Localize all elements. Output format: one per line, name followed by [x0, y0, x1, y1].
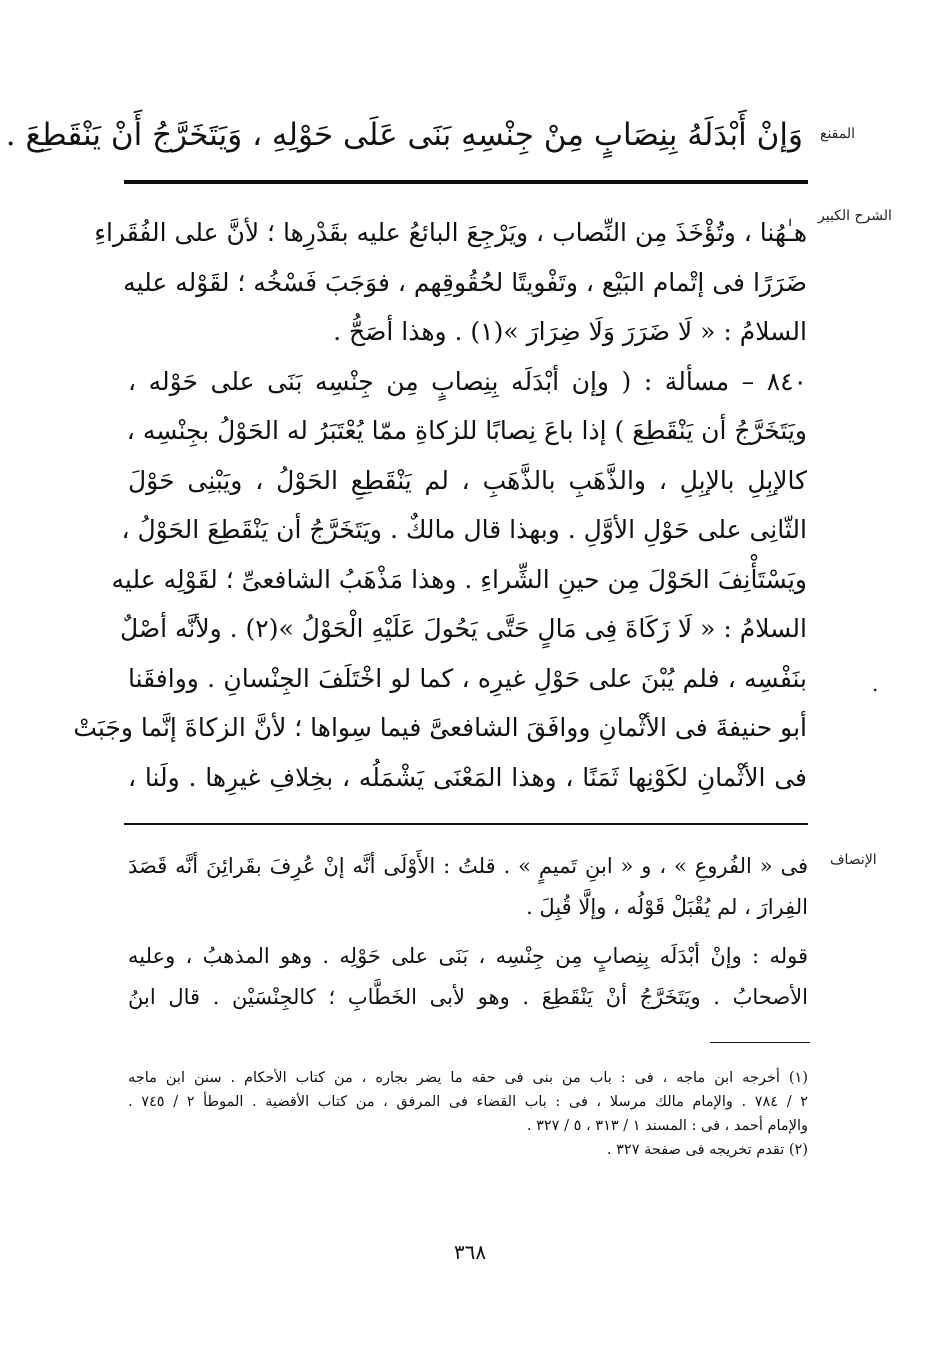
text-line: ويَسْتَأْنِفَ الحَوْلَ مِن حينِ الشِّراءِ . وهذا مَذْهَبُ الشافعىِّ ؛ لقَوْلِه عليه [111, 564, 807, 594]
text-line: السلامُ : « لَا زَكَاةَ فِى مَالٍ حَتَّى يَحُولَ عَلَيْهِ الْحَوْلُ »(٢) . ولأنَّه أصْلٌ [119, 614, 807, 643]
sharh-label: الشرح الكبير [818, 208, 892, 224]
text-line: الثّانِى على حَوْلِ الأوَّلِ . وبهذا قال مالكٌ . ويَتَخَرَّجُ أن يَنْقَطِعَ الحَوْلُ ، [121, 515, 807, 544]
text-line: فى الأثْمانِ لكَوْنِها ثَمَنًا ، وهذا المَعْنَى يَشْمَلُه ، بخِلافِ غيرِها . ولَنا ، [128, 762, 807, 792]
footnote-divider [710, 1042, 810, 1043]
page-number: ٣٦٨ [453, 1240, 487, 1264]
footnotes [128, 1066, 808, 1162]
footnote-line: (٢) تقدم تخريجه فى صفحة ٣٢٧ . [606, 1142, 808, 1158]
muqni-text [5, 112, 803, 158]
footnote-line: والإمام أحمد ، فى : المسند ١ / ٣١٣ ، ٥ / ٣٢٧ . [526, 1118, 808, 1134]
text-line: الأصحابُ . ويَتَخَرَّجُ أنْ يَنْقَطِعَ . وهو لأبى الخَطَّابِ ؛ كالجِنْسَيْن . قال ابنُ [128, 985, 808, 1009]
insaf-label: الإنصاف [830, 852, 877, 868]
text-line: السلامُ : « لَا ضَرَرَ وَلَا ضِرَارَ »(١) . وهذا أصَحُّ . [333, 317, 807, 346]
text-line: هـٰهُنا ، وتُؤْخَذَ مِن النِّصاب ، ويَرْجِعَ البائعُ عليه بقَدْرِها ؛ لأنَّ على الفُقَراءِ [94, 218, 807, 247]
text-line: قوله : وإنْ أبْدَلَه بِنِصابٍ مِن جِنْسِه ، بَنَى على حَوْلِه . وهو المذهبُ ، وعليه [128, 944, 808, 968]
footnote-line: ٢ / ٧٨٤ . والإمام مالك مرسلا ، فى : باب القضاء فى المرفق ، من كتاب الأقضية . الموطأ ٢ / ٧٤٥ . [128, 1094, 809, 1110]
muqni-label: المقنع [820, 126, 856, 142]
text-line: وَإنْ أَبْدَلَهُ بِنِصَابٍ مِنْ جِنْسِهِ بَنَى عَلَى حَوْلِهِ ، وَيَتَخَرَّجُ أَنْ يَنْقَطِعَ . [5, 117, 803, 153]
sharh-text [73, 208, 807, 802]
text-line: الفِرارَ ، لم يُقْبَلْ قَوْلُه ، وإلَّا قُبِلَ . [526, 895, 808, 919]
insaf-text [128, 846, 808, 1018]
text-line: كالإبِلِ بالإبِلِ ، والذَّهَبِ بالذَّهَبِ ، لم يَنْقَطِعِ الحَوْلُ ، ويَبْنِى حَوْلَ [128, 465, 807, 495]
text-line: ضَرَرًا فى إتْمام البَيْع ، وتَفْويتًا لحُقُوقِهم ، فوَجَبَ فَسْخُه ؛ لقَوْله عليه [123, 267, 807, 297]
sharh-divider [124, 823, 808, 825]
margin-dot: . [872, 672, 879, 696]
text-line: بنَفْسِه ، فلم يُبْنَ على حَوْلِ غيرِه ، كما لو اخْتَلَفَ الجِنْسانِ . ووافقَنا [128, 663, 807, 693]
text-line: أبو حنيفةَ فى الأثْمانِ ووافَقَ الشافعىَّ فيما سِواها ؛ لأنَّ الزكاةَ إنَّما وجَبَتْ [73, 713, 807, 742]
masala-heading-line: ٨٤٠ – مسألة : ( وإن أبْدَلَه بِنِصابٍ مِن جِنْسِه بَنَى على حَوْله ، [128, 366, 807, 396]
text-line: ويَتَخَرَّجُ أن يَنْقَطِعَ ) إذا باعَ نِصابًا للزكاةِ ممّا يُعْتَبَرُ له الحَوْلُ بجِنْسِه ، [126, 416, 807, 445]
text-line: فى « الفُروعِ » ، و « ابنِ تَميمٍ » . قلتُ : الأَوْلَى أنَّه إنْ عُرِفَ بقَرائِنَ أنَّه قَصَدَ [128, 854, 808, 878]
matn-divider [124, 180, 808, 184]
footnote-line: (١) أخرجه ابن ماجه ، فى : باب من بنى فى حقه ما يضر بجاره ، من كتاب الأحكام . سنن ابن ماجه [128, 1070, 808, 1086]
